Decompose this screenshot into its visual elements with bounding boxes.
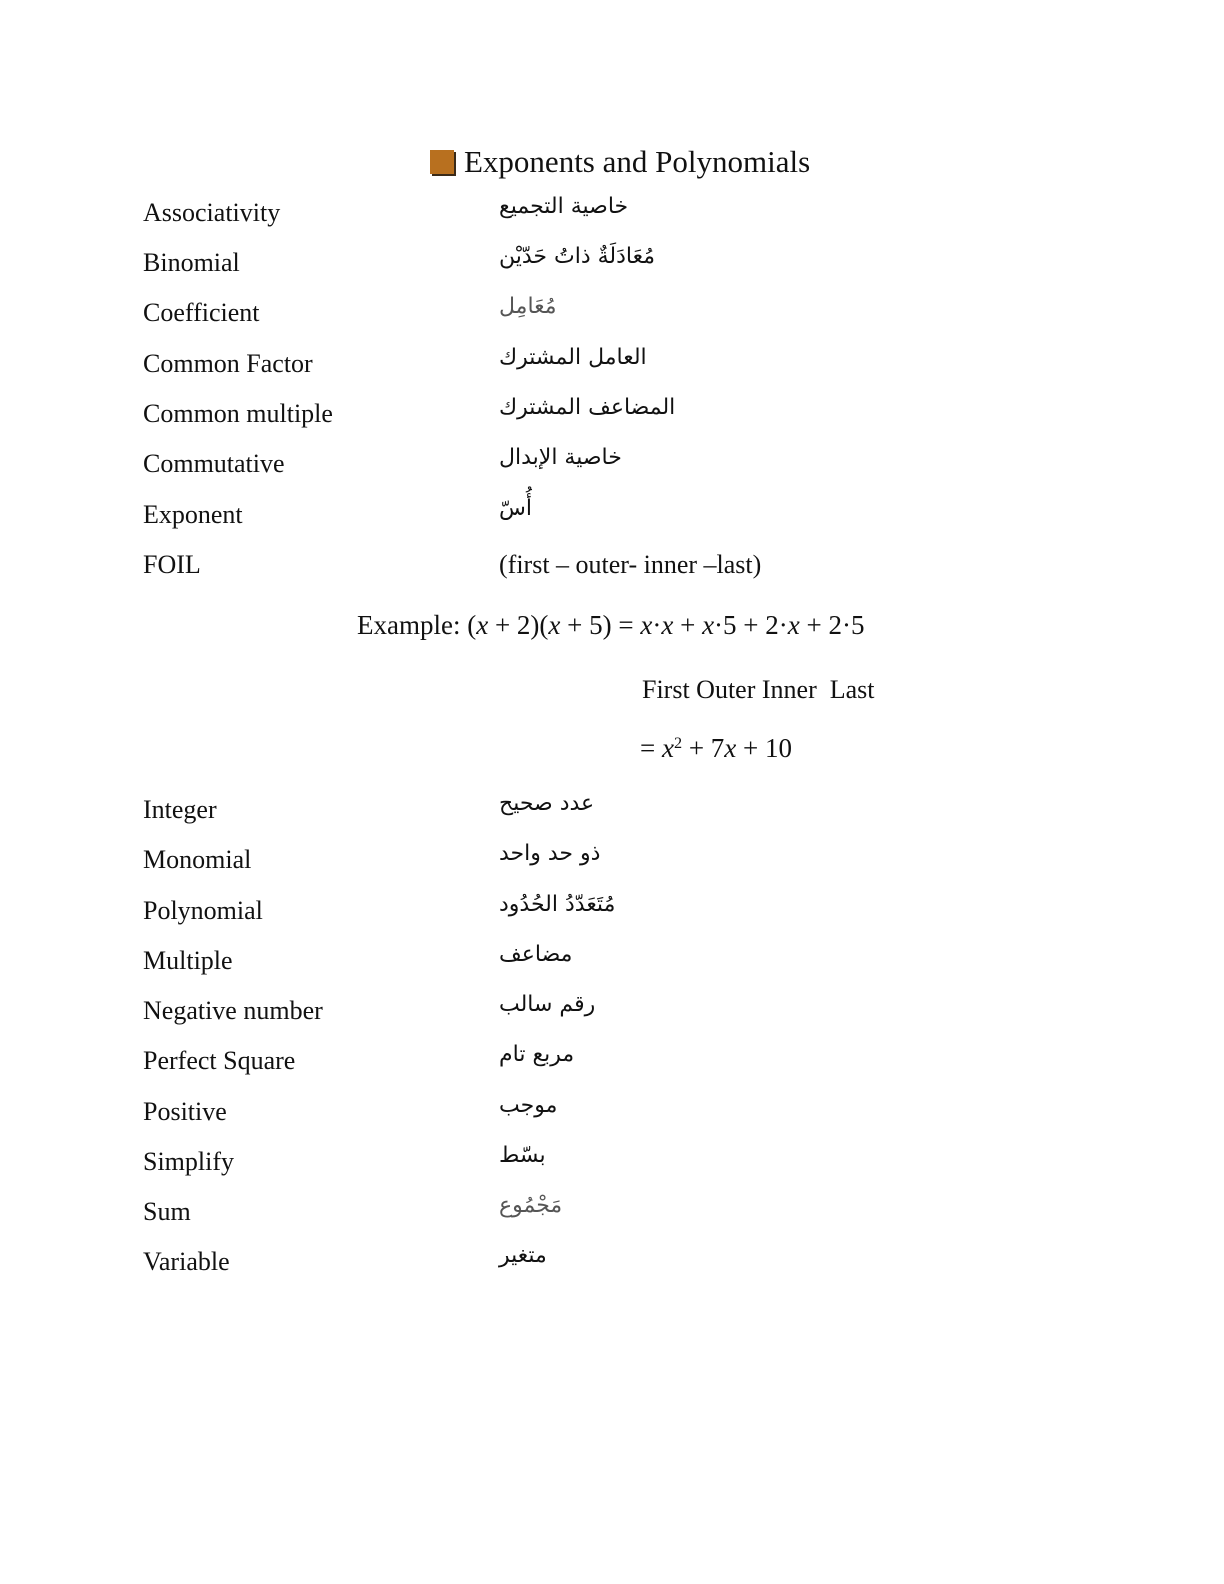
glossary-row [143,345,1043,389]
term-en: Integer [143,795,217,824]
term-en: Sum [143,1197,191,1226]
glossary-row [143,1143,1043,1187]
term-ar: خاصية الإبدال [499,445,622,470]
term-en: Common Factor [143,349,313,378]
example-label: Example: [357,610,461,640]
term-en: Variable [143,1247,230,1276]
term-en: Negative number [143,996,323,1025]
glossary-row [143,395,1043,439]
title-text: Exponents and Polynomials [464,144,811,179]
term-en: Commutative [143,449,285,478]
term-ar: متغير [499,1243,547,1268]
term-en: FOIL [143,550,201,579]
document-title [430,142,810,182]
term-ar: مَجْمُوع [499,1193,563,1218]
glossary-row [143,194,1043,238]
term-foil-definition: (first – outer- inner –last) [499,550,762,579]
term-ar: العامل المشترك [499,345,647,370]
glossary-row [143,1243,1043,1287]
example-rhs: x·x + x·5 + 2·x + 2·5 [640,610,865,640]
glossary-row [143,992,1043,1036]
term-en: Perfect Square [143,1046,296,1075]
glossary-row [143,445,1043,489]
term-ar: خاصية التجميع [499,194,629,219]
term-ar: مُتَعَدّدُ الحُدُود [499,892,616,917]
foil-result: = $x^2 + 7x + 10$ [640,733,793,763]
term-en: Multiple [143,946,233,975]
glossary-row [143,791,1043,835]
term-en: Binomial [143,248,240,277]
term-ar: عدد صحيح [499,791,595,816]
term-ar: بسّط [499,1143,546,1168]
glossary-row [143,496,1043,540]
term-ar: مربع تام [499,1042,575,1067]
term-en: Positive [143,1097,227,1126]
foil-labels: First Outer Inner Last [642,675,875,704]
glossary-row [143,892,1043,936]
glossary-row [143,1193,1043,1237]
example-lhs: (x + 2)(x + 5) [467,610,612,640]
term-ar: ذو حد واحد [499,841,601,866]
term-ar: المضاعف المشترك [499,395,676,420]
glossary-row [143,841,1043,885]
glossary-row [143,1093,1043,1137]
glossary-row [143,942,1043,986]
term-ar: مُعَادَلَةٌ ذاتُ حَدّيْن [499,244,656,269]
term-en: Exponent [143,500,243,529]
term-en: Associativity [143,198,281,227]
term-en: Common multiple [143,399,333,428]
glossary-row [143,1042,1043,1086]
term-ar: موجب [499,1093,558,1118]
term-ar: أُسّ [499,496,532,521]
term-en: Coefficient [143,298,260,327]
square-bullet-icon [430,150,454,174]
term-ar: رقم سالب [499,992,596,1017]
glossary-row [143,294,1043,338]
term-en: Polynomial [143,896,263,925]
glossary-row [143,244,1043,288]
term-en: Simplify [143,1147,235,1176]
foil-example: Example: (x + 2)(x + 5) = x·x + x·5 + 2·x + 2·5 [357,610,865,640]
term-en: Monomial [143,845,252,874]
term-ar: مُعَامِل [499,294,557,319]
term-ar: مضاعف [499,942,573,967]
glossary-row [143,550,1043,590]
